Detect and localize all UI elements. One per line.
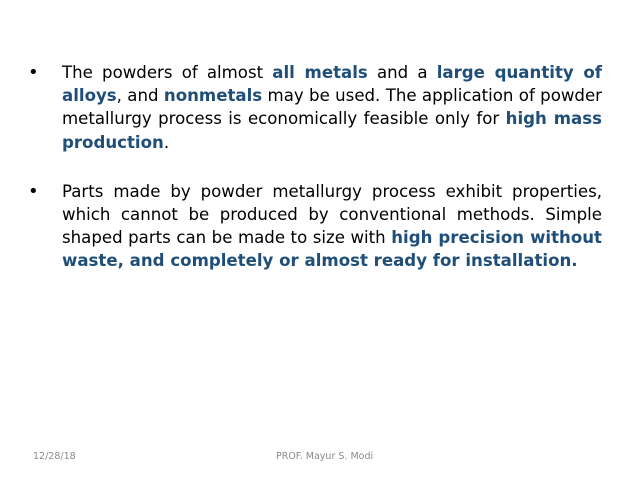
bullet-2-text-1: Parts made by powder metallurgy process exhibit properties, which cannot be produced by conventional methods. Simple shaped parts can be made to size with [62,181,602,248]
bullet-2-highlight-1: high precision without waste, and completely or almost ready for installation. [62,228,602,271]
bullet-1-text-2: and a [367,63,437,82]
bullet-list [28,61,602,273]
bullet-dot-icon: • [28,180,39,202]
bullet-1-highlight-2: large quantity of alloys [62,63,602,106]
bullet-1-text-4: may be used. The application of powder metallurgy process is economically feasible only for [62,86,602,129]
bullet-1-text-3: , and [116,86,164,106]
bullet-1-highlight-1: all metals [272,63,368,82]
bullet-1-text-1: The powders of almost [62,63,273,82]
bullet-1-highlight-4: high mass production [62,109,602,152]
footer-date: 12/28/18 [33,451,76,462]
bullet-dot-icon: • [28,62,39,83]
bullet-item-1 [28,61,602,154]
footer-author: PROF. Mayur S. Modi [276,451,374,462]
bullet-1-highlight-3: nonmetals [163,86,263,106]
bullet-1-text-5: . [163,132,170,152]
bullet-item-2 [28,180,602,273]
